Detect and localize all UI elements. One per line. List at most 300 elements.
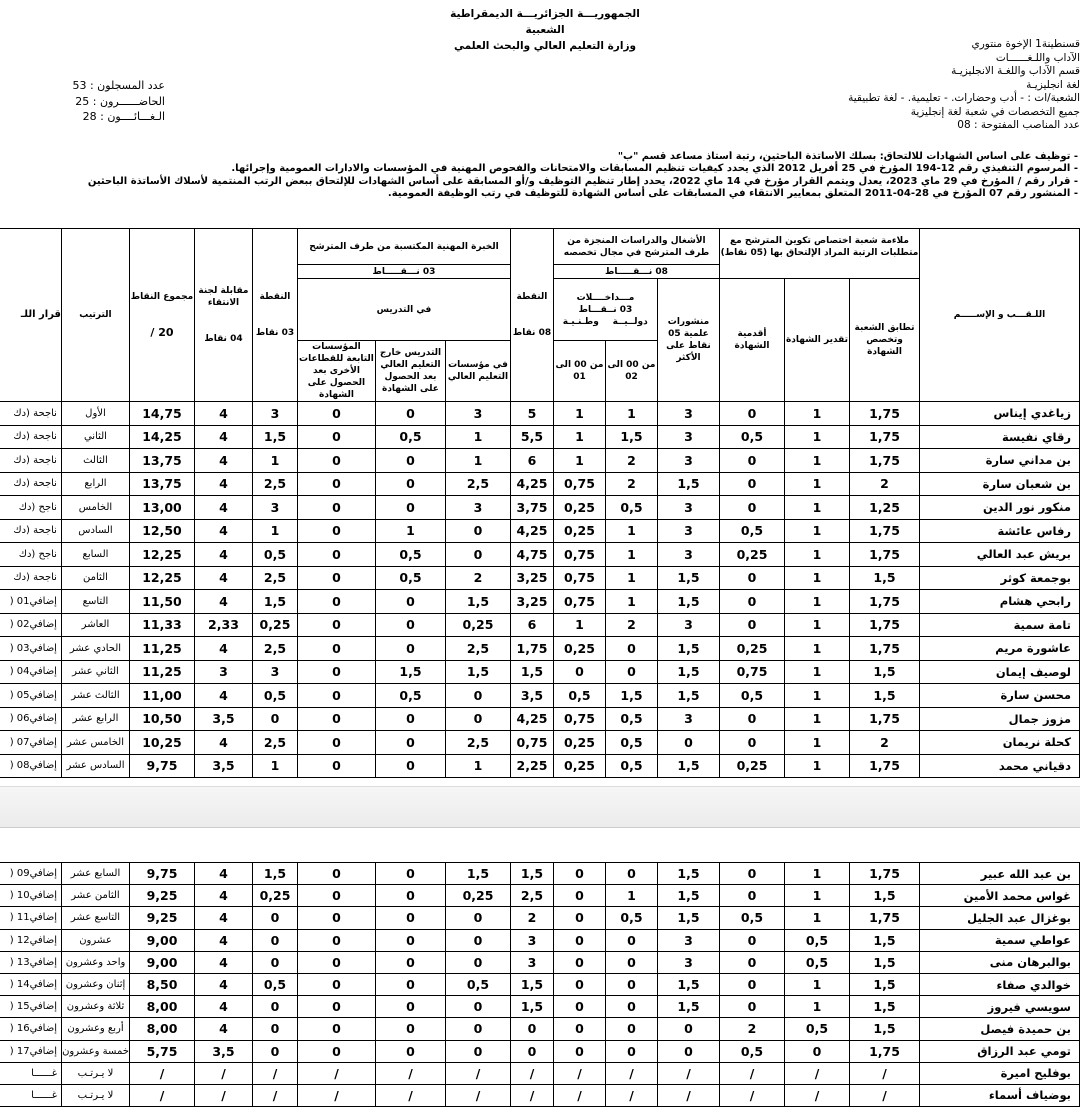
specialty-match-cell: 1,5 bbox=[850, 660, 920, 684]
table-row bbox=[0, 731, 1080, 755]
total-cell: 14,75 bbox=[129, 402, 194, 426]
candidate-name: منكور نور الدين bbox=[920, 496, 1080, 520]
specialties-line: جميع التخصصات في شعبة لغة إنجليزية bbox=[910, 105, 1080, 118]
grade-cell: 1 bbox=[785, 637, 850, 661]
national-cell: 0,25 bbox=[553, 519, 605, 543]
interview-cell: 3 bbox=[194, 660, 252, 684]
international-cell: 2 bbox=[605, 449, 657, 473]
candidate-name: رفاس عائشة bbox=[920, 519, 1080, 543]
total-cell: 9,75 bbox=[129, 754, 194, 778]
interview-cell: 4 bbox=[194, 425, 252, 449]
specialty-match-cell: 1,75 bbox=[850, 863, 920, 885]
republic-title: الجمهوريـــة الجزائريـــة الديمقراطية الشعبية bbox=[450, 8, 640, 36]
seniority-cell: 0 bbox=[719, 613, 784, 637]
col-header-grade: تقدير الشهادة bbox=[785, 279, 850, 402]
other-sectors-cell: 0 bbox=[298, 863, 376, 885]
candidate-name: تامة سمية bbox=[920, 613, 1080, 637]
outside-teaching-cell: 0 bbox=[376, 885, 446, 907]
faculty-name: الآداب واللـغــــــات bbox=[995, 51, 1080, 64]
other-sectors-cell: 0 bbox=[297, 519, 375, 543]
specialty-match-cell: 1,75 bbox=[850, 402, 920, 426]
higher-ed-teaching-cell: 0 bbox=[445, 707, 510, 731]
decision-cell: إضافي12 ( bbox=[0, 929, 62, 951]
international-cell: 2 bbox=[605, 613, 657, 637]
specialty-match-cell: 1,75 bbox=[850, 613, 920, 637]
other-sectors-cell: / bbox=[298, 1062, 376, 1084]
rank-cell: السادس bbox=[61, 519, 129, 543]
decision-cell: إضافي11 ( bbox=[0, 907, 62, 929]
international-cell: 2 bbox=[605, 472, 657, 496]
outside-teaching-cell: / bbox=[376, 1084, 446, 1106]
outside-teaching-cell: 0 bbox=[376, 996, 446, 1018]
publications-cell: 1,5 bbox=[658, 973, 720, 995]
specialty-match-cell: 1,75 bbox=[850, 449, 920, 473]
works-points-cell: 4,25 bbox=[510, 472, 553, 496]
international-cell: 0 bbox=[606, 996, 658, 1018]
total-cell: 11,25 bbox=[129, 637, 194, 661]
national-label: وطـنـيـة bbox=[562, 316, 599, 327]
total-cell: / bbox=[130, 1062, 195, 1084]
total-cell: 8,50 bbox=[130, 973, 195, 995]
international-cell: 1 bbox=[605, 543, 657, 567]
seniority-cell: 0,25 bbox=[719, 754, 784, 778]
seniority-cell: 0 bbox=[720, 929, 785, 951]
seniority-cell: 0 bbox=[720, 996, 785, 1018]
rank-cell: ثلاثة وعشرون bbox=[62, 996, 130, 1018]
outside-teaching-cell: 0,5 bbox=[375, 425, 445, 449]
experience-points-cell: 3 bbox=[252, 660, 297, 684]
legal-references bbox=[0, 151, 1080, 200]
experience-points-cell: 0 bbox=[253, 1040, 298, 1062]
results-table-continued bbox=[0, 862, 1080, 1107]
rank-cell: خمسة وعشرون bbox=[62, 1040, 130, 1062]
higher-ed-teaching-cell: / bbox=[446, 1062, 511, 1084]
other-sectors-cell: 0 bbox=[298, 1018, 376, 1040]
seniority-cell: 0 bbox=[720, 885, 785, 907]
works-total-label: 08 نقاط bbox=[512, 328, 552, 338]
outside-teaching-cell: 0 bbox=[375, 590, 445, 614]
interview-cell: / bbox=[195, 1062, 253, 1084]
seniority-cell: 0 bbox=[719, 472, 784, 496]
other-sectors-cell: 0 bbox=[297, 637, 375, 661]
experience-points-cell: 2,5 bbox=[252, 637, 297, 661]
publications-cell: 1,5 bbox=[658, 996, 720, 1018]
specialty-match-cell: 1,25 bbox=[850, 496, 920, 520]
table-row bbox=[0, 907, 1080, 929]
national-cell: 0,75 bbox=[553, 566, 605, 590]
table-row bbox=[0, 1062, 1080, 1084]
decision-cell: ناجح (دك bbox=[0, 543, 61, 567]
experience-points-cell: 0,25 bbox=[252, 613, 297, 637]
grade-cell: 1 bbox=[785, 402, 850, 426]
rank-cell: السابع عشر bbox=[62, 863, 130, 885]
international-cell: 1 bbox=[605, 519, 657, 543]
domain-line: لغة انجليزيـة bbox=[1026, 78, 1080, 91]
publications-cell: 1,5 bbox=[657, 590, 719, 614]
department-name: قسم الآداب واللغـة الانجليزيـة bbox=[951, 65, 1080, 77]
grade-cell: / bbox=[785, 1062, 850, 1084]
official-header bbox=[430, 6, 660, 54]
experience-points-cell: 0,25 bbox=[253, 885, 298, 907]
interview-cell: 4 bbox=[194, 543, 252, 567]
candidate-name: رقاي نفيسة bbox=[920, 425, 1080, 449]
decision-cell: إضافي07 ( bbox=[0, 731, 61, 755]
table-row bbox=[0, 425, 1080, 449]
experience-points-cell: 3 bbox=[252, 402, 297, 426]
decision-cell: ناجحة (دك bbox=[0, 566, 61, 590]
table-row bbox=[0, 613, 1080, 637]
decision-cell: إضافي16 ( bbox=[0, 1018, 62, 1040]
international-cell: 1 bbox=[605, 402, 657, 426]
publications-cell: 1,5 bbox=[657, 754, 719, 778]
specialty-match-cell: 1,75 bbox=[850, 754, 920, 778]
col-group-works: الأشغال والدراسات المنجزة من طرف المترشح في مجال تخصصه bbox=[553, 229, 719, 265]
table-row bbox=[0, 754, 1080, 778]
works-points-cell: 4,25 bbox=[510, 707, 553, 731]
total-max-label: 20 / bbox=[150, 325, 174, 339]
interview-cell: 2,33 bbox=[194, 613, 252, 637]
publications-cell: 1,5 bbox=[658, 885, 720, 907]
interview-cell: 4 bbox=[194, 402, 252, 426]
experience-points-cell: 0,5 bbox=[253, 973, 298, 995]
outside-teaching-cell: 1 bbox=[375, 519, 445, 543]
results-table-top bbox=[0, 228, 1080, 778]
outside-teaching-cell: 0 bbox=[375, 754, 445, 778]
decision-cell: إضافي06 ( bbox=[0, 707, 61, 731]
international-cell: 1,5 bbox=[605, 684, 657, 708]
national-cell: 1 bbox=[553, 402, 605, 426]
seniority-cell: 0 bbox=[719, 449, 784, 473]
outside-teaching-cell: 0 bbox=[375, 472, 445, 496]
experience-points-cell: 3 bbox=[252, 496, 297, 520]
interventions-label: مـــداخــــلات bbox=[576, 292, 635, 303]
decision-cell: ناجحة (دك bbox=[0, 402, 61, 426]
candidate-name: بوجمعة كوثر bbox=[920, 566, 1080, 590]
outside-teaching-cell: 0 bbox=[375, 449, 445, 473]
candidate-name: رابحي هشام bbox=[920, 590, 1080, 614]
national-cell: 0,75 bbox=[553, 707, 605, 731]
decision-cell: إضافي03 ( bbox=[0, 637, 61, 661]
international-cell: 0 bbox=[606, 1018, 658, 1040]
interview-cell: 4 bbox=[195, 996, 253, 1018]
candidate-name: عاشورة مريم bbox=[920, 637, 1080, 661]
other-sectors-cell: 0 bbox=[297, 566, 375, 590]
table-row bbox=[0, 590, 1080, 614]
outside-teaching-cell: 0 bbox=[376, 973, 446, 995]
decision-cell: غــــــا bbox=[0, 1062, 62, 1084]
experience-points-cell: 0 bbox=[253, 907, 298, 929]
total-cell: 11,25 bbox=[129, 660, 194, 684]
publications-cell: 1,5 bbox=[658, 907, 720, 929]
outside-teaching-cell: 0 bbox=[376, 951, 446, 973]
specialty-match-cell: / bbox=[850, 1062, 920, 1084]
rank-cell: عشرون bbox=[62, 929, 130, 951]
publications-cell: 3 bbox=[657, 449, 719, 473]
outside-teaching-cell: 0 bbox=[376, 1018, 446, 1040]
higher-ed-teaching-cell: 0 bbox=[446, 951, 511, 973]
outside-teaching-cell: / bbox=[376, 1062, 446, 1084]
national-cell: 0 bbox=[554, 907, 606, 929]
works-points-cell: 4,75 bbox=[510, 543, 553, 567]
note-line: - المنشور رقم 07 المؤرخ في 28-04-2011 المتعلق بمعايير الانتقاء في المسابقات على أساس الشهادة للتوظيف في رتب الوظيفة العمومية. bbox=[387, 187, 1078, 199]
exp-points-header: 03 نـــقـــــاط bbox=[297, 265, 510, 279]
grade-cell: 0,5 bbox=[785, 929, 850, 951]
outside-teaching-cell: 0 bbox=[376, 929, 446, 951]
outside-teaching-cell: 0 bbox=[375, 731, 445, 755]
institution-block bbox=[840, 38, 1080, 133]
col-header-higher-ed: في مؤسسات التعليم العالي bbox=[445, 341, 510, 402]
rank-cell: واحد وعشرون bbox=[62, 951, 130, 973]
grade-cell: 1 bbox=[785, 754, 850, 778]
national-cell: 0 bbox=[554, 929, 606, 951]
total-cell: 11,50 bbox=[129, 590, 194, 614]
other-sectors-cell: 0 bbox=[297, 472, 375, 496]
national-cell: 0 bbox=[554, 885, 606, 907]
experience-points-cell: 2,5 bbox=[252, 472, 297, 496]
specialty-match-cell: 1,75 bbox=[850, 590, 920, 614]
works-points-cell: 0,75 bbox=[510, 731, 553, 755]
higher-ed-teaching-cell: 1,5 bbox=[445, 590, 510, 614]
international-cell: 0 bbox=[606, 973, 658, 995]
col-header-teaching: في التدريس bbox=[297, 279, 510, 341]
higher-ed-teaching-cell: 0 bbox=[446, 907, 511, 929]
interview-cell: 4 bbox=[194, 496, 252, 520]
other-sectors-cell: 0 bbox=[298, 996, 376, 1018]
experience-points-cell: 1,5 bbox=[252, 590, 297, 614]
seniority-cell: 0,5 bbox=[720, 1040, 785, 1062]
publications-cell: 3 bbox=[657, 707, 719, 731]
decision-cell: إضافي01 ( bbox=[0, 590, 61, 614]
rank-cell: العاشر bbox=[61, 613, 129, 637]
higher-ed-teaching-cell: 2,5 bbox=[445, 731, 510, 755]
rank-cell: الثالث عشر bbox=[61, 684, 129, 708]
candidate-name: تومي عبد الرزاق bbox=[920, 1040, 1080, 1062]
other-sectors-cell: 0 bbox=[297, 613, 375, 637]
national-cell: 0,75 bbox=[553, 472, 605, 496]
outside-teaching-cell: 1,5 bbox=[375, 660, 445, 684]
interview-cell: 3,5 bbox=[195, 1040, 253, 1062]
note-line: - المرسوم التنفيذي رقم 12-194 المؤرخ في 25 أفريل 2012 الذي يحدد كيفيات تنظيم المسابقات والامتحانات والفحوص المهنية في المؤسسات والادارات العمومية وإجرائها. bbox=[231, 163, 1078, 175]
table-row bbox=[0, 973, 1080, 995]
table-row bbox=[0, 637, 1080, 661]
candidate-name: كحلة نريمان bbox=[920, 731, 1080, 755]
seniority-cell: 0,5 bbox=[719, 425, 784, 449]
attendance-stats bbox=[15, 78, 165, 125]
other-sectors-cell: 0 bbox=[298, 1040, 376, 1062]
col-header-name: اللـقـــب و الإســـــم bbox=[920, 229, 1080, 402]
international-cell: / bbox=[606, 1062, 658, 1084]
total-cell: 9,75 bbox=[130, 863, 195, 885]
rank-cell: السابع bbox=[61, 543, 129, 567]
international-cell: 0 bbox=[605, 660, 657, 684]
candidate-name: بريش عبد العالي bbox=[920, 543, 1080, 567]
decision-cell: إضافي10 ( bbox=[0, 885, 62, 907]
experience-points-cell: 0 bbox=[253, 929, 298, 951]
experience-points-cell: 0 bbox=[253, 996, 298, 1018]
specialty-match-cell: 1,75 bbox=[850, 1040, 920, 1062]
other-sectors-cell: 0 bbox=[297, 590, 375, 614]
decision-cell: إضافي02 ( bbox=[0, 613, 61, 637]
interview-cell: 4 bbox=[195, 885, 253, 907]
interview-cell: 4 bbox=[194, 519, 252, 543]
absent-count: الـغـــائــــون : 28 bbox=[82, 110, 165, 123]
interview-cell: 4 bbox=[194, 684, 252, 708]
candidate-name: مزوز جمال bbox=[920, 707, 1080, 731]
higher-ed-teaching-cell: 0 bbox=[445, 684, 510, 708]
experience-points-cell: 2,5 bbox=[252, 566, 297, 590]
grade-cell: 0,5 bbox=[785, 1018, 850, 1040]
works-points-header: 08 نـــقـــــاط bbox=[553, 265, 719, 279]
table-row bbox=[0, 519, 1080, 543]
specialty-match-cell: 2 bbox=[850, 472, 920, 496]
international-cell: 0 bbox=[606, 951, 658, 973]
decision-cell: إضافي13 ( bbox=[0, 951, 62, 973]
national-cell: 0 bbox=[554, 996, 606, 1018]
outside-teaching-cell: 0 bbox=[375, 707, 445, 731]
col-group-experience: الخبرة المهنية المكتسبة من طرف المترشح bbox=[297, 229, 510, 265]
international-cell: 0,5 bbox=[605, 496, 657, 520]
experience-points-cell: 0 bbox=[253, 951, 298, 973]
other-sectors-cell: 0 bbox=[298, 929, 376, 951]
works-points-cell: 1,5 bbox=[511, 996, 554, 1018]
col-header-rank: الترتيب bbox=[61, 229, 129, 402]
international-cell: 0,5 bbox=[605, 707, 657, 731]
rank-cell: الثاني عشر bbox=[61, 660, 129, 684]
works-points-cell: 2 bbox=[511, 907, 554, 929]
specialty-match-cell: / bbox=[850, 1084, 920, 1106]
interview-label: مقابلة لجنة الانتقاء bbox=[198, 286, 249, 308]
national-cell: / bbox=[554, 1084, 606, 1106]
works-points-cell: 0 bbox=[511, 1040, 554, 1062]
decision-cell: ناجحة (دك bbox=[0, 449, 61, 473]
national-cell: 0,25 bbox=[553, 731, 605, 755]
other-sectors-cell: 0 bbox=[297, 660, 375, 684]
publications-cell: 3 bbox=[657, 496, 719, 520]
specialty-match-cell: 1,5 bbox=[850, 996, 920, 1018]
col-header-exp-points bbox=[252, 229, 297, 402]
publications-cell: 3 bbox=[657, 402, 719, 426]
table-row bbox=[0, 660, 1080, 684]
specialty-match-cell: 1,5 bbox=[850, 566, 920, 590]
publications-cell: 3 bbox=[658, 951, 720, 973]
seniority-cell: 0 bbox=[720, 973, 785, 995]
international-cell: 1 bbox=[605, 590, 657, 614]
table-row bbox=[0, 1084, 1080, 1106]
candidate-name: سويسي فيروز bbox=[920, 996, 1080, 1018]
ministry-title: وزارة التعليم العالي والبحث العلمي bbox=[453, 40, 637, 52]
present-count: الحاضــــــرون : 25 bbox=[75, 94, 165, 108]
candidate-name: بوالبرهان منى bbox=[920, 951, 1080, 973]
higher-ed-teaching-cell: 0 bbox=[446, 1040, 511, 1062]
specialty-match-cell: 2 bbox=[850, 731, 920, 755]
decision-cell: إضافي15 ( bbox=[0, 996, 62, 1018]
outside-teaching-cell: 0,5 bbox=[375, 543, 445, 567]
publications-cell: / bbox=[658, 1062, 720, 1084]
table-row bbox=[0, 496, 1080, 520]
works-points-cell: 1,5 bbox=[510, 660, 553, 684]
higher-ed-teaching-cell: 0 bbox=[445, 543, 510, 567]
interview-cell: / bbox=[195, 1084, 253, 1106]
total-cell: 8,00 bbox=[130, 1018, 195, 1040]
seniority-cell: 0 bbox=[719, 566, 784, 590]
national-cell: 0,25 bbox=[553, 496, 605, 520]
international-cell: 1 bbox=[606, 885, 658, 907]
grade-cell: / bbox=[785, 1084, 850, 1106]
candidate-name: دقياني محمد bbox=[920, 754, 1080, 778]
higher-ed-teaching-cell: 0 bbox=[445, 519, 510, 543]
higher-ed-teaching-cell: 2,5 bbox=[445, 637, 510, 661]
higher-ed-teaching-cell: 1 bbox=[445, 425, 510, 449]
works-points-cell: 1,75 bbox=[510, 637, 553, 661]
specialty-match-cell: 1,75 bbox=[850, 637, 920, 661]
candidate-name: محسن سارة bbox=[920, 684, 1080, 708]
total-cell: 13,00 bbox=[129, 496, 194, 520]
col-header-decision: قرار اللـ bbox=[0, 229, 61, 402]
decision-cell: ناجح (دك bbox=[0, 496, 61, 520]
col-header-interview bbox=[194, 229, 252, 402]
publications-cell: 0 bbox=[658, 1040, 720, 1062]
interview-cell: 3,5 bbox=[194, 707, 252, 731]
experience-points-cell: 0,5 bbox=[252, 543, 297, 567]
col-header-specialty-match: تطابق الشعبة وتخصص الشهادة bbox=[850, 279, 920, 402]
rank-cell: لا يـرتـب bbox=[62, 1062, 130, 1084]
works-points-cell: 3,5 bbox=[510, 684, 553, 708]
specialty-match-cell: 1,5 bbox=[850, 973, 920, 995]
total-cell: 9,25 bbox=[130, 885, 195, 907]
experience-points-cell: 1 bbox=[252, 754, 297, 778]
higher-ed-teaching-cell: 1 bbox=[445, 754, 510, 778]
seniority-cell: 0 bbox=[719, 731, 784, 755]
national-cell: 0 bbox=[554, 973, 606, 995]
total-cell: 12,25 bbox=[129, 543, 194, 567]
table-row bbox=[0, 885, 1080, 907]
total-cell: 8,00 bbox=[130, 996, 195, 1018]
national-cell: 0 bbox=[554, 1040, 606, 1062]
experience-points-cell: 0 bbox=[252, 707, 297, 731]
decision-cell: ناجحة (دك bbox=[0, 425, 61, 449]
table-row bbox=[0, 1018, 1080, 1040]
grade-cell: 1 bbox=[785, 660, 850, 684]
outside-teaching-cell: 0 bbox=[375, 637, 445, 661]
total-cell: 10,50 bbox=[129, 707, 194, 731]
publications-cell: 3 bbox=[658, 929, 720, 951]
table-row bbox=[0, 1040, 1080, 1062]
rank-cell: الأول bbox=[61, 402, 129, 426]
works-points-cell: 2,25 bbox=[510, 754, 553, 778]
candidate-name: بوغزال عبد الجليل bbox=[920, 907, 1080, 929]
col-header-seniority: أقدمية الشهادة bbox=[719, 279, 784, 402]
interview-points-label: 04 نقاط bbox=[204, 334, 243, 344]
total-cell: 11,00 bbox=[129, 684, 194, 708]
seniority-cell: 0 bbox=[720, 863, 785, 885]
rank-cell: الخامس bbox=[61, 496, 129, 520]
outside-teaching-cell: 0 bbox=[376, 907, 446, 929]
decision-cell: إضافي05 ( bbox=[0, 684, 61, 708]
grade-cell: 1 bbox=[785, 519, 850, 543]
experience-points-cell: 1,5 bbox=[252, 425, 297, 449]
candidate-name: عواطي سمية bbox=[920, 929, 1080, 951]
interview-cell: 4 bbox=[194, 472, 252, 496]
seniority-cell: / bbox=[720, 1062, 785, 1084]
international-cell: 0,5 bbox=[605, 731, 657, 755]
total-cell: 9,00 bbox=[130, 951, 195, 973]
col-header-other-sectors: المؤسسات التابعة للقطاعات الأخرى بعد الحصول على الشهادة bbox=[299, 342, 374, 400]
specialty-match-cell: 1,5 bbox=[850, 885, 920, 907]
outside-teaching-cell: 0,5 bbox=[375, 684, 445, 708]
international-cell: 0 bbox=[606, 929, 658, 951]
higher-ed-teaching-cell: 1,5 bbox=[446, 863, 511, 885]
higher-ed-teaching-cell: 0 bbox=[446, 996, 511, 1018]
